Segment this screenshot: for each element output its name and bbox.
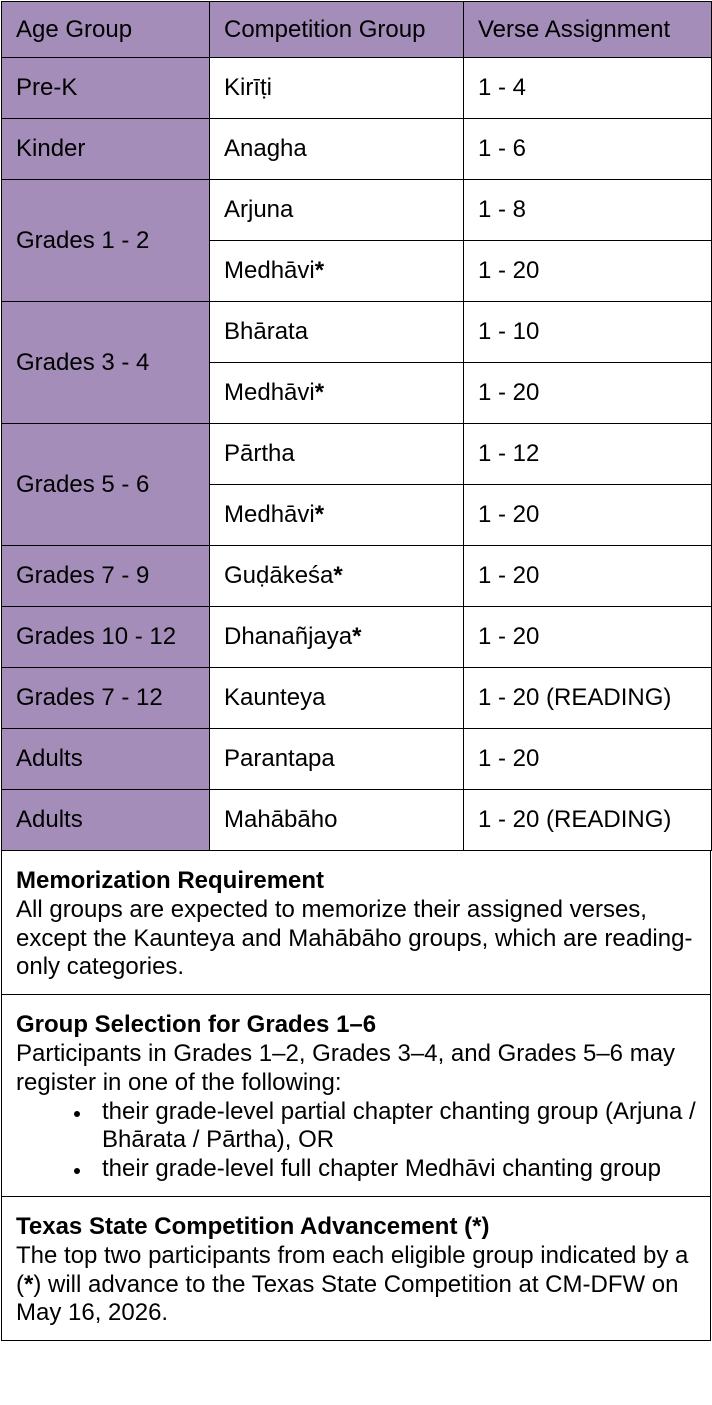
verse-assignment-cell: 1 - 20 (READING) [464, 790, 712, 851]
verse-assignment-cell: 1 - 20 [464, 546, 712, 607]
group-name: Mahābāho [224, 806, 338, 834]
verse-assignment-cell: 1 - 12 [464, 424, 712, 485]
group-name: Pārtha [224, 440, 295, 468]
table-row [2, 119, 712, 180]
group-name: Kirīṭi [224, 74, 272, 102]
group-selection-note-title: Group Selection for Grades 1–6 [16, 1011, 377, 1039]
notes-section [1, 851, 711, 1341]
group-selection-note [2, 995, 710, 1197]
advancement-note-body [16, 1242, 696, 1328]
table-row [2, 424, 712, 485]
list-item: • their grade-level partial chapter chanting group (Arjuna / Bhārata / Pārtha), OR [92, 1098, 696, 1156]
age-group-cell: Pre-K [2, 58, 210, 119]
table-row [2, 668, 712, 729]
advancement-title-star: * [472, 1212, 482, 1240]
competition-group-cell [210, 58, 464, 119]
state-eligible-star: * [333, 562, 343, 590]
competition-group-cell [210, 790, 464, 851]
competition-group-cell [210, 119, 464, 180]
competition-group-cell [210, 424, 464, 485]
header-age-group: Age Group [2, 2, 210, 58]
group-name: Anagha [224, 135, 307, 163]
group-name: Medhāvi [224, 379, 315, 407]
advancement-body-start: The top two participants from each eligible group indicated by a ( [16, 1241, 689, 1298]
state-eligible-star: * [314, 257, 325, 285]
competition-group-cell [210, 668, 464, 729]
memorization-note-title: Memorization Requirement [16, 867, 325, 894]
group-name: Parantapa [224, 745, 335, 773]
age-group-cell: Grades 7 - 12 [2, 668, 210, 729]
table-row [2, 180, 712, 241]
advancement-title-text: Texas State Competition Advancement ( [16, 1212, 473, 1240]
competition-group-cell [210, 302, 464, 363]
competition-group-cell [210, 241, 464, 302]
table-header-row [2, 2, 712, 58]
list-item: • their grade-level full chapter Medhāvi chanting group [92, 1155, 696, 1184]
age-group-cell: Kinder [2, 119, 210, 180]
age-group-cell: Grades 10 - 12 [2, 607, 210, 668]
group-name: Arjuna [224, 196, 294, 224]
verse-assignment-cell: 1 - 20 [464, 241, 712, 302]
group-selection-note-body: Participants in Grades 1–2, Grades 3–4, and Grades 5–6 may register in one of the following: [16, 1039, 676, 1096]
verse-assignment-cell: 1 - 6 [464, 119, 712, 180]
advancement-note [2, 1197, 710, 1341]
state-eligible-star: * [314, 501, 325, 529]
verse-assignment-cell: 1 - 4 [464, 58, 712, 119]
advancement-note-title [16, 1213, 696, 1242]
group-name: Dhanañjaya [224, 623, 353, 651]
competition-group-cell [210, 180, 464, 241]
advancement-body-star: * [24, 1270, 34, 1298]
verse-assignment-cell: 1 - 20 [464, 607, 712, 668]
competition-group-cell [210, 729, 464, 790]
state-eligible-star: * [352, 623, 362, 651]
verse-assignment-cell: 1 - 20 (READING) [464, 668, 712, 729]
group-name: Kaunteya [224, 684, 326, 712]
table-row [2, 607, 712, 668]
verse-assignment-cell: 1 - 8 [464, 180, 712, 241]
competition-group-cell [210, 546, 464, 607]
table-row [2, 58, 712, 119]
age-group-cell: Grades 3 - 4 [2, 302, 210, 424]
group-name: Bhārata [224, 318, 309, 346]
header-competition-group: Competition Group [210, 2, 464, 58]
group-name: Guḍākeśa [224, 562, 334, 590]
age-group-cell: Grades 1 - 2 [2, 180, 210, 302]
advancement-body-end: ) will advance to the Texas State Competition at CM-DFW on May 16, 2026. [16, 1270, 679, 1327]
memorization-note [2, 851, 710, 995]
table-row [2, 729, 712, 790]
verse-assignment-cell: 1 - 20 [464, 729, 712, 790]
verse-assignment-document [1, 1, 711, 1341]
competition-group-cell [210, 363, 464, 424]
header-verse-assignment: Verse Assignment [464, 2, 712, 58]
verse-assignment-table [1, 1, 712, 851]
table-row [2, 546, 712, 607]
age-group-cell: Grades 7 - 9 [2, 546, 210, 607]
state-eligible-star: * [314, 379, 325, 407]
verse-assignment-cell: 1 - 20 [464, 363, 712, 424]
age-group-cell: Grades 5 - 6 [2, 424, 210, 546]
advancement-title-end: ) [481, 1212, 490, 1240]
group-name: Medhāvi [224, 501, 315, 529]
age-group-cell: Adults [2, 729, 210, 790]
competition-group-cell [210, 485, 464, 546]
table-row [2, 790, 712, 851]
memorization-note-body: All groups are expected to memorize their assigned verses, except the Kaunteya and Mahābāho groups, which are reading-only categories. [16, 895, 693, 981]
verse-assignment-cell: 1 - 20 [464, 485, 712, 546]
group-name: Medhāvi [224, 257, 315, 285]
group-selection-list [16, 1098, 696, 1184]
age-group-cell: Adults [2, 790, 210, 851]
verse-assignment-cell: 1 - 10 [464, 302, 712, 363]
table-row [2, 302, 712, 363]
competition-group-cell [210, 607, 464, 668]
